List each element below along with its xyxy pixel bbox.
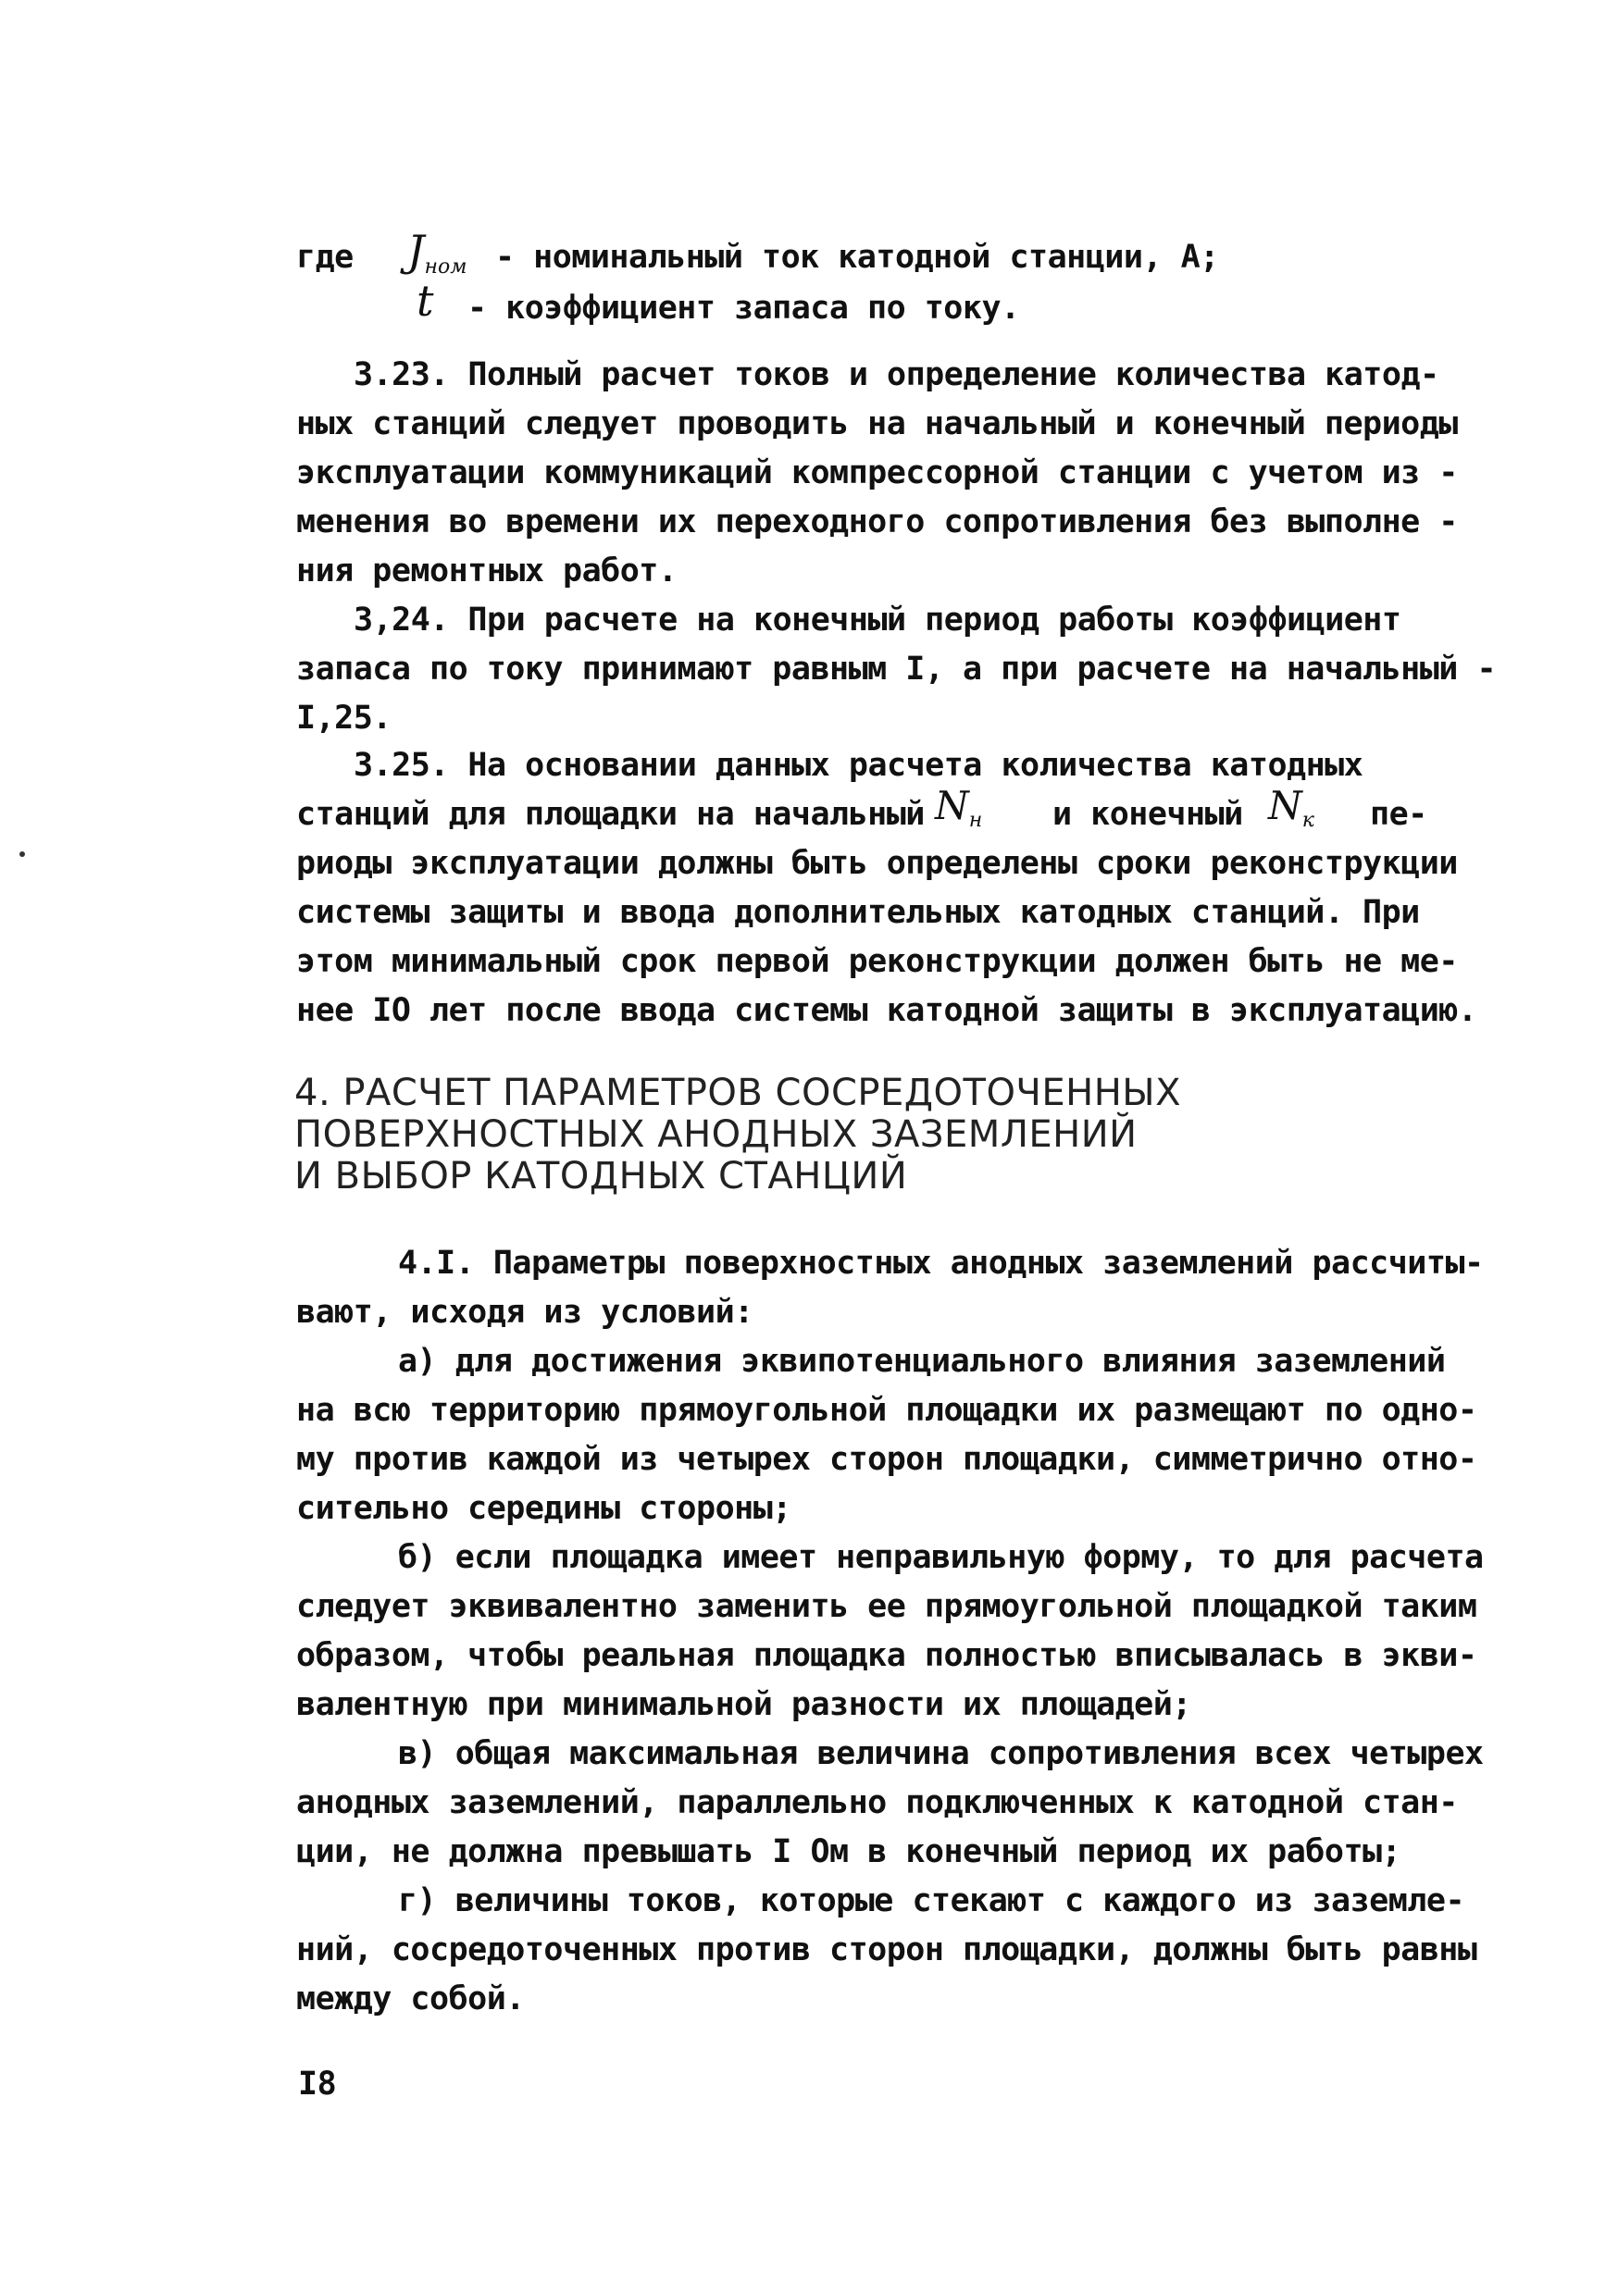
p323-line-5: ния ремонтных работ.: [296, 552, 678, 590]
p41-item-b-line-4: валентную при минимальной разности их площадей;: [296, 1686, 1191, 1723]
p41-item-d-line-2: ний, сосредоточенных против сторон площадки, должны быть равны: [296, 1931, 1477, 1968]
symbol-n-k: $N_к$: [1268, 783, 1314, 832]
p324-line-1: 3,24. При расчете на конечный период работы коэффициент: [354, 602, 1401, 639]
p41-item-a-line-4: сительно середины стороны;: [296, 1490, 791, 1527]
symbol-t: t: [417, 276, 434, 326]
p41-item-d-line-1: г) величины токов, которые стекают с каждого из заземле-: [398, 1882, 1465, 1919]
p41-item-d-line-3: между собой.: [296, 1980, 525, 2017]
p323-line-2: ных станций следует проводить на начальный и конечный периоды: [296, 405, 1458, 442]
definition-t: - коэффициент запаса по току.: [467, 290, 1020, 327]
section-heading-line-3: И ВЫБОР КАТОДНЫХ СТАНЦИЙ: [294, 1155, 908, 1198]
p41-item-c-line-2: анодных заземлений, параллельно подключенных к катодной стан-: [296, 1784, 1458, 1821]
symbol-j-nom: $J_{ном}$: [407, 226, 467, 279]
where-label: где: [296, 239, 354, 276]
p41-item-b-line-3: образом, чтобы реальная площадка полностью вписывалась в экви-: [296, 1637, 1477, 1674]
scan-speck: [19, 851, 25, 857]
p323-line-1: 3.23. Полный расчет токов и определение количества катод-: [354, 356, 1439, 393]
p324-line-3: I,25.: [296, 700, 392, 737]
p325-line-2c: пе-: [1370, 796, 1427, 833]
p41-line-1: 4.I. Параметры поверхностных анодных заземлений рассчиты-: [398, 1245, 1484, 1282]
p41-item-a-line-1: а) для достижения эквипотенциального влияния заземлений: [398, 1343, 1446, 1380]
p41-item-a-line-3: му против каждой из четырех сторон площадки, симметрично отно-: [296, 1441, 1477, 1478]
p323-line-3: эксплуатации коммуникаций компрессорной станции с учетом из -: [296, 454, 1458, 491]
p325-line-2b: и конечный: [1052, 796, 1243, 833]
p41-line-2: вают, исходя из условий:: [296, 1294, 753, 1331]
p41-item-c-line-1: в) общая максимальная величина сопротивления всех четырех: [398, 1735, 1484, 1772]
section-heading-line-1: 4. РАСЧЕТ ПАРАМЕТРОВ СОСРЕДОТОЧЕННЫХ: [294, 1072, 1181, 1114]
definition-j-nom: - номинальный ток катодной станции, А;: [495, 239, 1219, 276]
p41-item-b-line-1: б) если площадка имеет неправильную форму, то для расчета: [398, 1539, 1484, 1576]
p324-line-2: запаса по току принимают равным I, а при расчете на начальный -: [296, 651, 1497, 688]
p323-line-4: менения во времени их переходного сопротивления без выполне -: [296, 503, 1458, 540]
p325-line-3: риоды эксплуатации должны быть определены сроки реконструкции: [296, 845, 1458, 882]
p325-line-2a: станций для площадки на начальный: [296, 796, 925, 833]
p41-item-c-line-3: ции, не должна превышать I Ом в конечный период их работы;: [296, 1833, 1401, 1870]
p41-item-a-line-2: на всю территорию прямоугольной площадки их размещают по одно-: [296, 1392, 1477, 1429]
p325-line-4: системы защиты и ввода дополнительных катодных станций. При: [296, 894, 1420, 931]
p325-line-5: этом минимальный срок первой реконструкции должен быть не ме-: [296, 943, 1458, 980]
symbol-n-h: $N_н$: [935, 783, 983, 832]
section-heading-line-2: ПОВЕРХНОСТНЫХ АНОДНЫХ ЗАЗЕМЛЕНИЙ: [294, 1113, 1138, 1156]
p325-line-1: 3.25. На основании данных расчета количества катодных: [354, 747, 1363, 784]
page-number: I8: [298, 2066, 337, 2103]
p41-item-b-line-2: следует эквивалентно заменить ее прямоугольной площадкой таким: [296, 1588, 1477, 1625]
p325-line-6: нее IO лет после ввода системы катодной защиты в эксплуатацию.: [296, 992, 1477, 1029]
